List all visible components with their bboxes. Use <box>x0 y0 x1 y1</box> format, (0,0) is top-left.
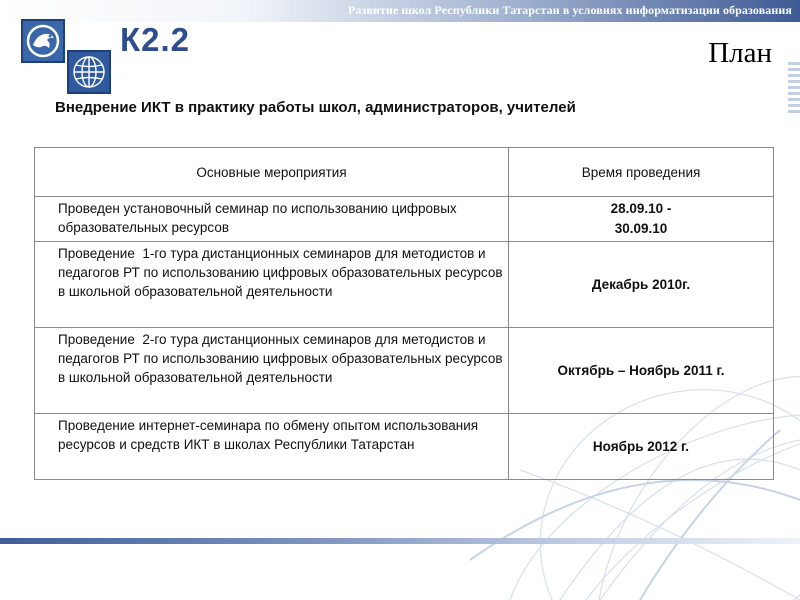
time-cell: Октябрь – Ноябрь 2011 г. <box>509 328 774 414</box>
event-number: 2 <box>142 332 150 347</box>
event-prefix: Проведение <box>58 332 135 347</box>
event-cell <box>35 242 509 328</box>
time-cell: Ноябрь 2012 г. <box>509 414 774 480</box>
event-text: -го тура дистанционных семинаров для методистов и педагогов РТ по использованию цифровых образовательных ресурсов в школьной образовательной деятельности <box>58 246 503 299</box>
banner-text: Развитие школ Республики Татарстан в условиях информатизации образования <box>347 3 792 17</box>
column-header-time: Время проведения <box>509 148 774 197</box>
emblem-logo <box>21 19 65 63</box>
slide-title: План <box>708 37 772 69</box>
table-row <box>35 197 774 242</box>
event-prefix: Проведение <box>58 246 135 261</box>
table-row <box>35 242 774 328</box>
table-row <box>35 414 774 480</box>
top-banner <box>0 0 800 22</box>
table-header-row <box>35 148 774 197</box>
emblem-icon <box>23 21 63 61</box>
time-cell: Декабрь 2010г. <box>509 242 774 328</box>
decorative-stripes <box>788 62 800 116</box>
globe-icon <box>69 52 109 92</box>
event-text: -го тура дистанционных семинаров для методистов и педагогов РТ по использованию цифровых образовательных ресурсов в школьной образовательной деятельности <box>58 332 503 385</box>
time-cell <box>509 197 774 242</box>
event-number: 1 <box>142 246 150 261</box>
event-cell: Проведение интернет-семинара по обмену опытом использования ресурсов и средств ИКТ в школах Республики Татарстан <box>35 414 509 480</box>
table-row <box>35 328 774 414</box>
time-line: 28.09.10 - <box>610 201 672 216</box>
bottom-bar <box>0 538 800 544</box>
time-line: 30.09.10 <box>614 221 668 236</box>
column-header-events: Основные мероприятия <box>35 148 509 197</box>
slide-code: К2.2 <box>120 21 191 58</box>
page-heading: Внедрение ИКТ в практику работы школ, администраторов, учителей <box>55 99 576 116</box>
globe-logo <box>67 50 111 94</box>
plan-table <box>34 147 774 480</box>
event-cell: Проведен установочный семинар по использованию цифровых образовательных ресурсов <box>35 197 509 242</box>
event-cell <box>35 328 509 414</box>
